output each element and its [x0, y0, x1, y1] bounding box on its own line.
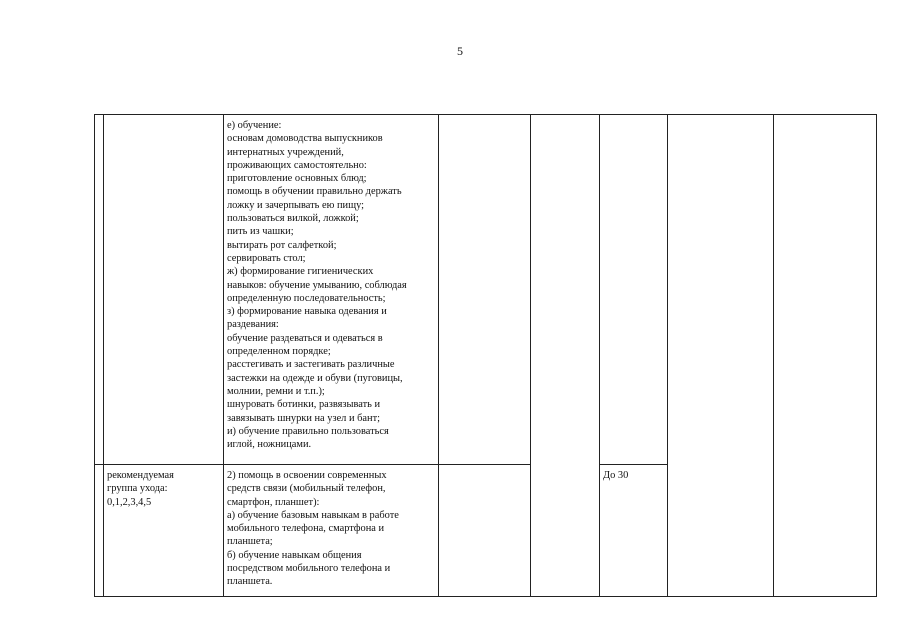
text-line: обучение раздеваться и одеваться в	[227, 332, 383, 344]
text-line: а) обучение базовым навыкам в работе	[227, 509, 399, 521]
text-line: молнии, ремни и т.п.);	[227, 385, 325, 397]
text-line: е) обучение:	[227, 120, 282, 131]
text-line: пользоваться вилкой, ложкой;	[227, 213, 359, 225]
cell-empty	[668, 115, 774, 597]
text-line: рекомендуемая	[107, 470, 174, 481]
text-line: основам домоводства выпускников	[227, 133, 383, 145]
table-row	[95, 115, 877, 465]
text-line: интернатных учреждений,	[227, 146, 344, 158]
text-line: планшета;	[227, 536, 273, 548]
cell-duration	[600, 465, 668, 597]
cell-number	[95, 465, 104, 597]
text-line: и) обучение правильно пользоваться	[227, 425, 389, 437]
text-line: б) обучение навыкам общения	[227, 549, 362, 561]
text-line: 0,1,2,3,4,5	[107, 496, 152, 508]
text-line: определенную последовательность;	[227, 292, 386, 304]
text-line: иглой, ножницами.	[227, 439, 312, 451]
text-line: приготовление основных блюд;	[227, 173, 367, 185]
text-line: шнуровать ботинки, развязывать и	[227, 399, 381, 411]
text-line: планшета.	[227, 576, 273, 588]
text-line: расстегивать и застегивать различные	[227, 359, 395, 371]
text-line: помощь в обучении правильно держать	[227, 186, 402, 198]
text-line: вытирать рот салфеткой;	[227, 239, 337, 251]
cell-empty	[774, 115, 877, 597]
text-line: группа ухода:	[107, 483, 168, 495]
text-line: посредством мобильного телефона и	[227, 563, 391, 575]
cell-care-group	[104, 465, 224, 597]
text-line: ложку и зачерпывать ею пищу;	[227, 199, 365, 211]
text-line: ж) формирование гигиенических	[227, 266, 374, 278]
text-line: определенном порядке;	[227, 346, 331, 358]
text-line: смартфон, планшет):	[227, 496, 320, 508]
text-line: сервировать стол;	[227, 252, 306, 264]
cell-empty	[531, 115, 600, 597]
cell-service-description	[224, 465, 439, 597]
services-table	[94, 114, 877, 597]
text-line: средств связи (мобильный телефон,	[227, 483, 386, 495]
text-line: мобильного телефона, смартфона и	[227, 523, 385, 535]
text-line: пить из чашки;	[227, 226, 294, 238]
page-number: 5	[457, 44, 463, 58]
text-line: навыков: обучение умыванию, соблюдая	[227, 279, 407, 291]
text-line: проживающих самостоятельно:	[227, 159, 367, 171]
cell-number	[95, 115, 104, 465]
text-line: раздевания:	[227, 319, 279, 331]
text-line: застежки на одежде и обуви (пуговицы,	[227, 372, 403, 384]
cell-service-description	[224, 115, 439, 465]
duration-value: До 30	[603, 470, 629, 481]
cell-empty	[439, 465, 531, 597]
cell-care-group	[104, 115, 224, 465]
cell-empty	[439, 115, 531, 465]
text-line: з) формирование навыка одевания и	[227, 306, 387, 318]
cell-duration	[600, 115, 668, 465]
text-line: 2) помощь в освоении современных	[227, 470, 387, 481]
text-line: завязывать шнурки на узел и бант;	[227, 412, 381, 424]
